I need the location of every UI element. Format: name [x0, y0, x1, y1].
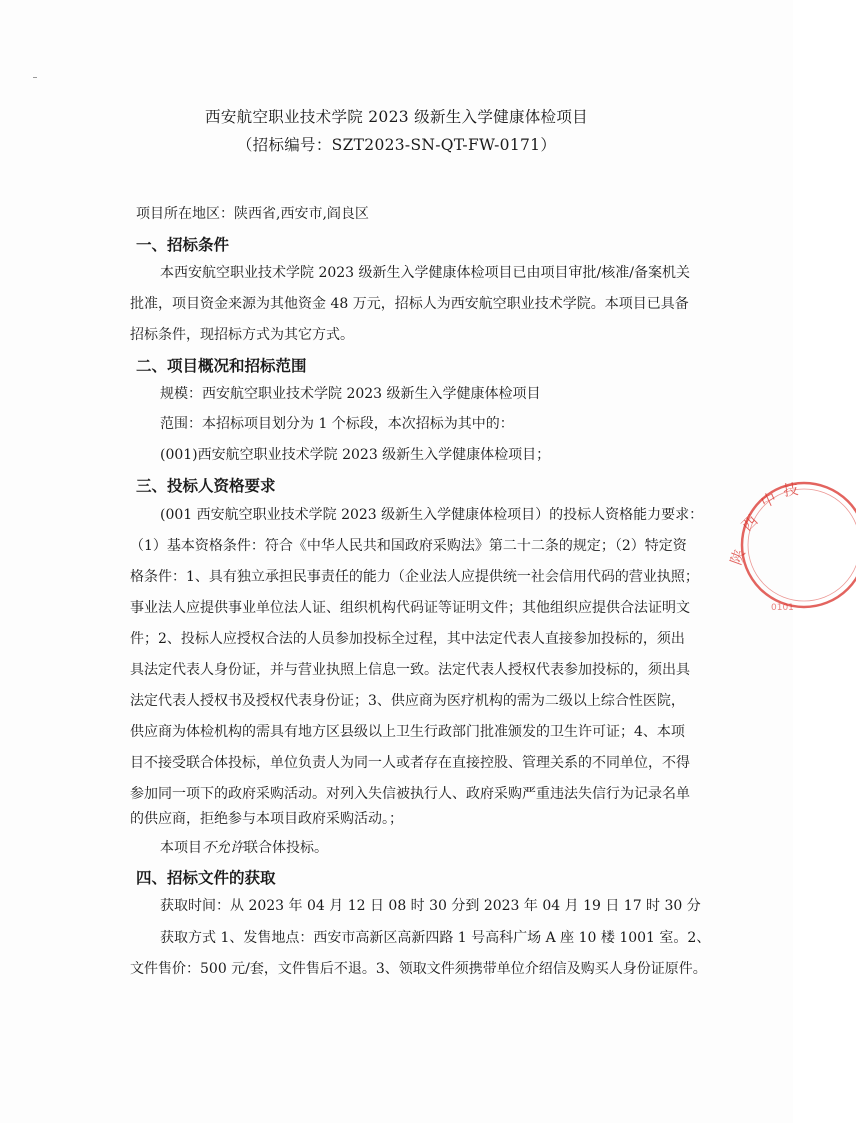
qualification-line-1: （1）基本资格条件：符合《中华人民共和国政府采购法》第二十二条的规定；（2）特定资 — [130, 538, 687, 554]
section1-line-1: 本西安航空职业技术学院 2023 级新生入学健康体检项目已由项目审批/核准/备案机关 — [160, 265, 690, 281]
consortium-suffix: 联合体投标。 — [244, 840, 328, 856]
document-title: 西安航空职业技术学院 2023 级新生入学健康体检项目 — [205, 108, 588, 126]
consortium-not-allowed: 不允许 — [202, 840, 244, 856]
scan-mark — [33, 77, 37, 78]
section-heading-1: 一、招标条件 — [136, 236, 230, 254]
project-location: 项目所在地区：陕西省,西安市,阎良区 — [136, 206, 369, 222]
acquisition-time: 获取时间：从 2023 年 04 月 12 日 08 时 30 分到 2023 年 04 月 19 日 17 时 30 分 — [160, 898, 701, 914]
project-scale: 规模：西安航空职业技术学院 2023 级新生入学健康体检项目 — [160, 386, 541, 402]
section-heading-2: 二、项目概况和招标范围 — [136, 357, 307, 375]
tender-number: （招标编号：SZT2023-SN-QT-FW-0171） — [236, 136, 557, 154]
svg-text:0101: 0101 — [771, 603, 794, 613]
official-seal — [726, 470, 856, 620]
qualification-line-6: 法定代表人授权书及授权代表身份证；3、供应商为医疗机构的需为二级以上综合性医院， — [130, 693, 685, 709]
qualification-line-9: 参加同一项下的政府采购活动。对列入失信被执行人、政府采购严重违法失信行为记录名单 — [130, 786, 690, 802]
section-heading-4: 四、招标文件的获取 — [136, 869, 276, 887]
consortium-note — [160, 839, 328, 857]
svg-text:中: 中 — [758, 488, 780, 512]
acquisition-method-line-2: 文件售价：500 元/套，文件售后不退。3、领取文件须携带单位介绍信及购买人身份证原件。 — [130, 961, 707, 977]
qualification-line-8: 目不接受联合体投标，单位负责人为同一人或者存在直接控股、管理关系的不同单位，不得 — [130, 755, 690, 771]
consortium-prefix: 本项目 — [160, 840, 202, 856]
qualification-line-4: 件；2、投标人应授权合法的人员参加投标全过程，其中法定代表人直接参加投标的，须出 — [130, 631, 685, 647]
section1-line-2: 批准，项目资金来源为其他资金 48 万元，招标人为西安航空职业技术学院。本项目已具备 — [130, 296, 689, 312]
qualification-intro: (001 西安航空职业技术学院 2023 级新生入学健康体检项目）的投标人资格能力要求： — [160, 507, 704, 523]
qualification-line-5: 具法定代表人身份证，并与营业执照上信息一致。法定代表人授权代表参加投标的，须出具 — [130, 662, 690, 678]
qualification-line-7: 供应商为体检机构的需具有地方区县级以上卫生行政部门批准颁发的卫生许可证；4、本项 — [130, 724, 685, 740]
qualification-line-2: 格条件：1、具有独立承担民事责任的能力（企业法人应提供统一社会信用代码的营业执照； — [130, 569, 699, 585]
acquisition-method-line-1: 获取方式 1、发售地点：西安市高新区高新四路 1 号高科广场 A 座 10 楼 1001 室。2、 — [160, 930, 711, 946]
section-heading-3: 三、投标人资格要求 — [136, 477, 276, 495]
qualification-line-10: 的供应商，拒绝参与本项目政府采购活动。； — [130, 811, 403, 827]
svg-text:技: 技 — [782, 480, 800, 500]
svg-text:陕: 陕 — [726, 547, 749, 568]
qualification-line-3: 事业法人应提供事业单位法人证、组织机构代码证等证明文件；其他组织应提供合法证明文 — [130, 600, 690, 616]
section1-line-3: 招标条件，现招标方式为其它方式。 — [130, 327, 354, 343]
project-lot: (001)西安航空职业技术学院 2023 级新生入学健康体检项目； — [160, 447, 551, 463]
svg-text:西: 西 — [738, 511, 762, 535]
project-scope: 范围：本招标项目划分为 1 个标段，本次招标为其中的： — [160, 416, 514, 432]
